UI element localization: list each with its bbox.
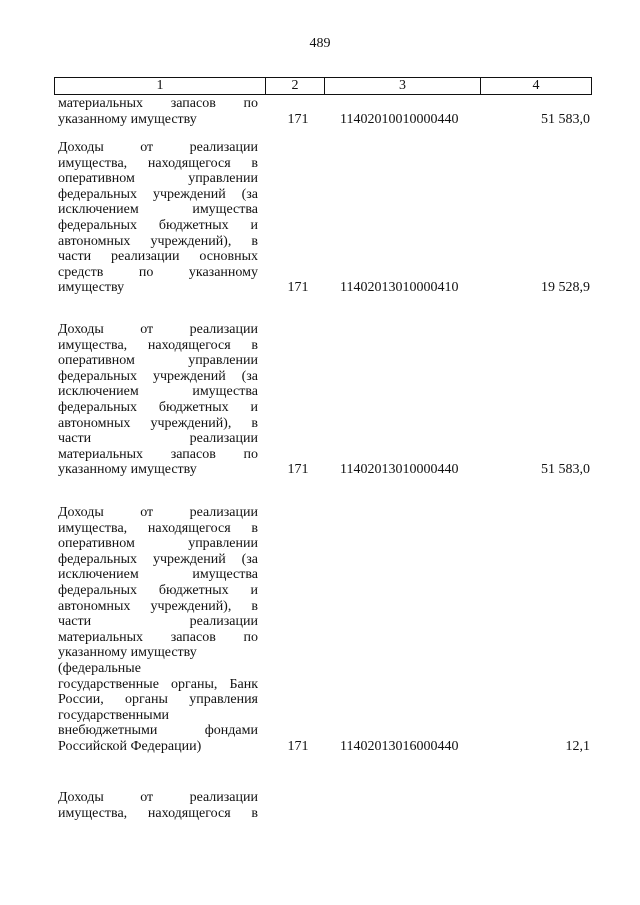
description-line: указанному имуществу	[58, 462, 197, 478]
description-line: (федеральные	[58, 660, 141, 676]
description-line: федеральных бюджетных и	[58, 582, 258, 598]
description-line: федеральных бюджетных и	[58, 399, 258, 415]
description-line: федеральных учреждений (за	[58, 368, 258, 384]
description-line: материальных запасов по	[58, 446, 258, 462]
description-line: федеральных учреждений (за	[58, 186, 258, 202]
description-line: Доходы от реализации	[58, 790, 258, 805]
description-line: имущества, находящегося в	[58, 805, 258, 821]
row-amount: 51 583,0	[541, 111, 590, 127]
row-description	[58, 790, 258, 821]
row-description	[58, 322, 258, 478]
description-line: имуществу	[58, 280, 125, 296]
row-kbk: 11402013010000440	[340, 462, 459, 478]
description-line: части реализации	[58, 614, 258, 630]
page-number: 489	[309, 36, 331, 51]
row-description	[58, 505, 258, 755]
row-kbk: 11402010010000440	[340, 111, 459, 127]
row-code: 171	[287, 111, 309, 127]
description-line: оперативном управлении	[58, 536, 258, 552]
description-line: государственные органы, Банк	[58, 676, 258, 692]
table-row	[58, 322, 590, 478]
table-row	[58, 505, 590, 755]
description-line: Российской Федерации)	[58, 738, 202, 754]
row-amount: 51 583,0	[541, 462, 590, 478]
description-line: исключением имущества	[58, 202, 258, 218]
table-row	[58, 140, 590, 296]
row-code: 171	[287, 280, 309, 296]
row-code: 171	[287, 738, 309, 754]
description-line: исключением имущества	[58, 567, 258, 583]
description-line: автономных учреждений), в	[58, 415, 258, 431]
description-line: внебюджетными фондами	[58, 723, 258, 739]
row-description	[58, 96, 258, 127]
description-line: оперативном управлении	[58, 171, 258, 187]
row-amount: 12,1	[565, 738, 590, 754]
row-kbk: 11402013016000440	[340, 738, 459, 754]
description-line: Доходы от реализации	[58, 505, 258, 520]
header-col-1: 1	[55, 78, 266, 94]
description-line: материальных запасов по	[58, 629, 258, 645]
row-amount: 19 528,9	[541, 280, 590, 296]
header-col-2: 2	[266, 78, 325, 94]
description-line: имущества, находящегося в	[58, 520, 258, 536]
description-line: автономных учреждений), в	[58, 598, 258, 614]
description-line: оперативном управлении	[58, 353, 258, 369]
description-line: части реализации основных	[58, 249, 258, 265]
row-code: 171	[287, 462, 309, 478]
table-row	[58, 96, 590, 127]
description-line: федеральных учреждений (за	[58, 551, 258, 567]
description-line: имущества, находящегося в	[58, 337, 258, 353]
table-row	[58, 790, 590, 821]
description-line: указанному имуществу	[58, 111, 197, 127]
description-line: автономных учреждений), в	[58, 233, 258, 249]
description-line: исключением имущества	[58, 384, 258, 400]
description-line: средств по указанному	[58, 264, 258, 280]
description-line: части реализации	[58, 431, 258, 447]
description-line: указанному имуществу	[58, 645, 197, 661]
table-header	[54, 77, 592, 95]
description-line: имущества, находящегося в	[58, 155, 258, 171]
description-line: России, органы управления	[58, 692, 258, 708]
row-description	[58, 140, 258, 296]
header-col-3: 3	[325, 78, 481, 94]
row-kbk: 11402013010000410	[340, 280, 459, 296]
description-line: Доходы от реализации	[58, 322, 258, 337]
description-line: материальных запасов по	[58, 96, 258, 111]
description-line: федеральных бюджетных и	[58, 217, 258, 233]
description-line: государственными	[58, 707, 170, 723]
header-col-4: 4	[532, 78, 540, 93]
description-line: Доходы от реализации	[58, 140, 258, 155]
